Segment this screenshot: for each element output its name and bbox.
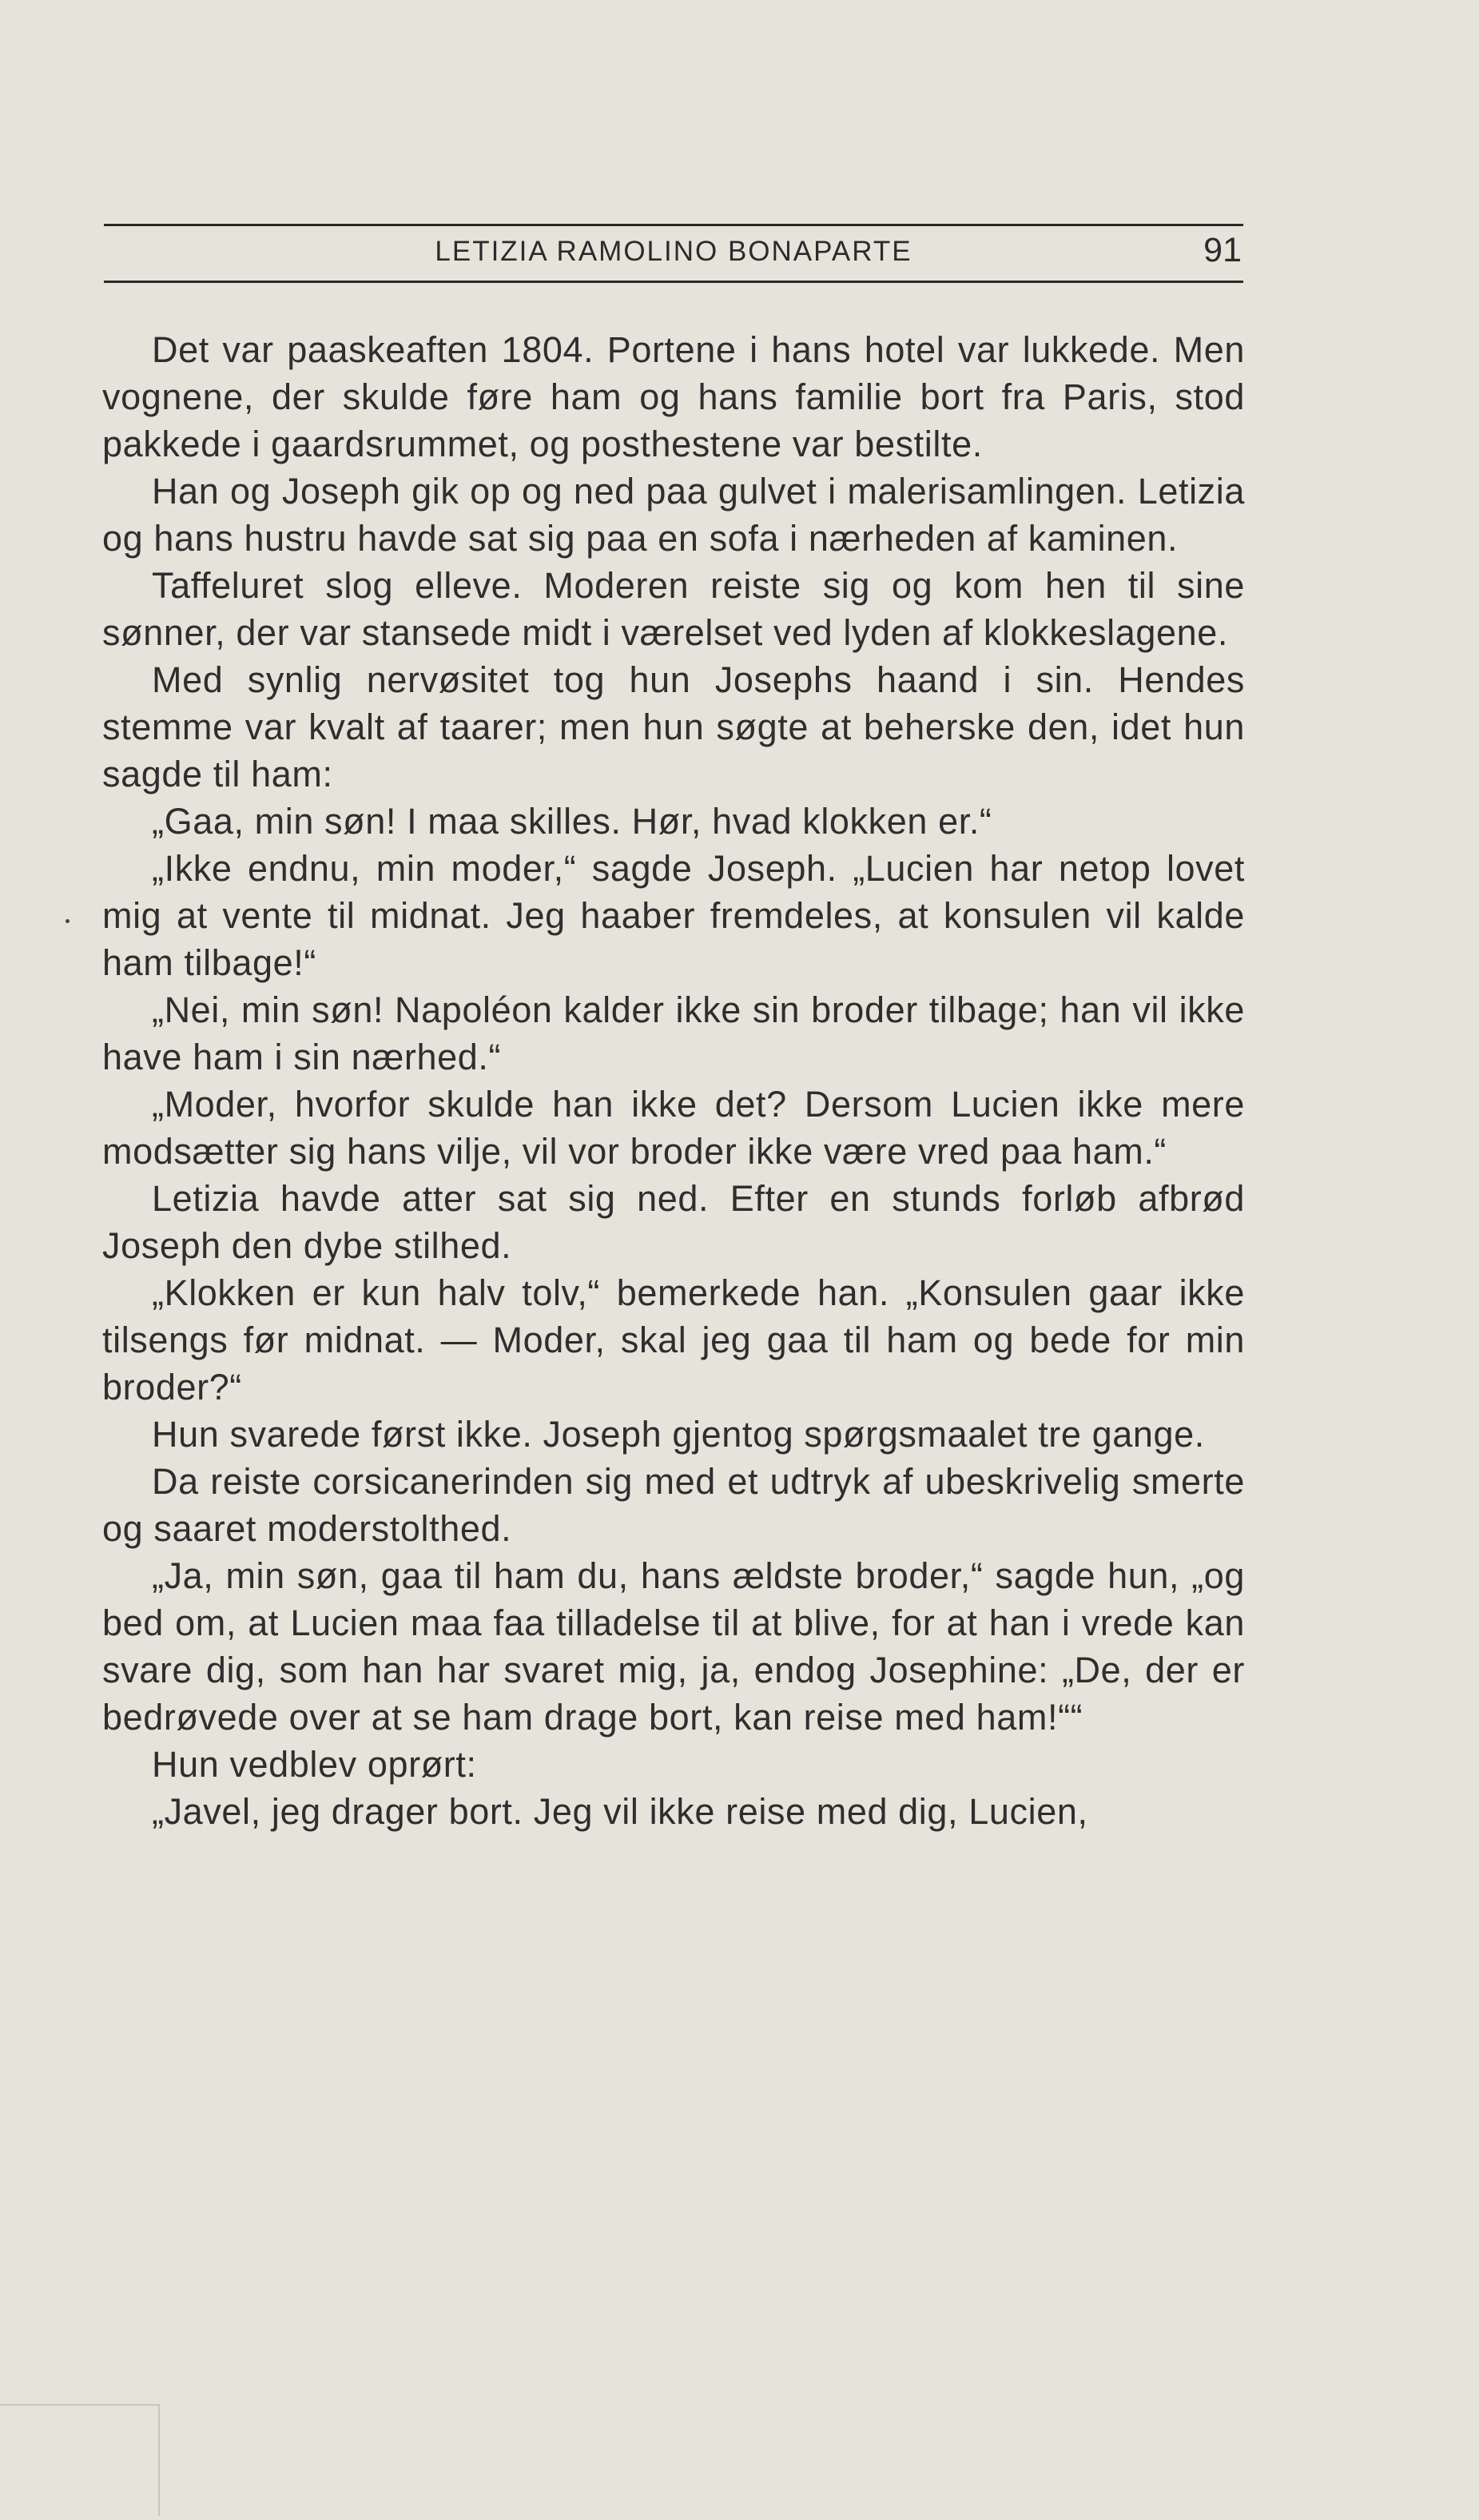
paragraph: Det var paaskeaften 1804. Portene i hans hotel var lukkede. Men vognene, der skulde føre ham og hans familie bort fra Paris, stod pakkede i gaardsrummet, og posthestene var bestilte. <box>102 329 1245 464</box>
paragraph: Da reiste corsicanerinden sig med et udtryk af ubeskrivelig smerte og saaret moderstolthed. <box>102 1461 1245 1549</box>
paragraph: Taffeluret slog elleve. Moderen reiste sig og kom hen til sine sønner, der var stansede midt i værelset ved lyden af klokkeslagene. <box>102 565 1245 653</box>
paragraph: „Klokken er kun halv tolv,“ bemerkede han. „Konsulen gaar ikke tilsengs før midnat. — Moder, skal jeg gaa til ham og bede for min broder?“ <box>102 1272 1245 1407</box>
paragraph: „Ikke endnu, min moder,“ sagde Joseph. „Lucien har netop lovet mig at vente til midnat. Jeg haaber fremdeles, at konsulen vil kalde ham tilbage!“ <box>102 848 1245 983</box>
paragraph: Med synlig nervøsitet tog hun Josephs haand i sin. Hendes stemme var kvalt af taarer; men hun søgte at beherske den, idet hun sagde til ham: <box>102 659 1245 794</box>
paragraph: „Moder, hvorfor skulde han ikke det? Dersom Lucien ikke mere modsætter sig hans vilje, vil vor broder ikke være vred paa ham.“ <box>102 1084 1245 1172</box>
body-text <box>102 326 1245 1835</box>
page-number: 91 <box>1203 231 1242 269</box>
scan-corner-mark <box>0 2404 160 2516</box>
paragraph: „Ja, min søn, gaa til ham du, hans ældste broder,“ sagde hun, „og bed om, at Lucien maa faa tilladelse til at blive, for at han i vrede kan svare dig, som han har svaret mig, ja, endog Josephine: „De, der er bedrøvede over at se ham drage bort, kan reise med ham!““ <box>102 1555 1245 1738</box>
paragraph: Hun vedblev oprørt: <box>152 1744 477 1785</box>
paragraph: „Gaa, min søn! I maa skilles. Hør, hvad klokken er.“ <box>152 801 992 842</box>
paragraph: Hun svarede først ikke. Joseph gjentog spørgsmaalet tre gange. <box>152 1414 1205 1455</box>
page-header <box>104 224 1243 283</box>
running-head: LETIZIA RAMOLINO BONAPARTE <box>435 236 912 267</box>
paragraph: „Nei, min søn! Napoléon kalder ikke sin broder tilbage; han vil ikke have ham i sin nærhed.“ <box>102 989 1245 1077</box>
paragraph: „Javel, jeg drager bort. Jeg vil ikke reise med dig, Lucien, <box>152 1791 1088 1832</box>
paragraph: Letizia havde atter sat sig ned. Efter en stunds forløb afbrød Joseph den dybe stilhed. <box>102 1178 1245 1266</box>
paragraph: Han og Joseph gik op og ned paa gulvet i malerisamlingen. Letizia og hans hustru havde sat sig paa en sofa i nærheden af kaminen. <box>102 471 1245 559</box>
margin-mark <box>66 919 70 923</box>
